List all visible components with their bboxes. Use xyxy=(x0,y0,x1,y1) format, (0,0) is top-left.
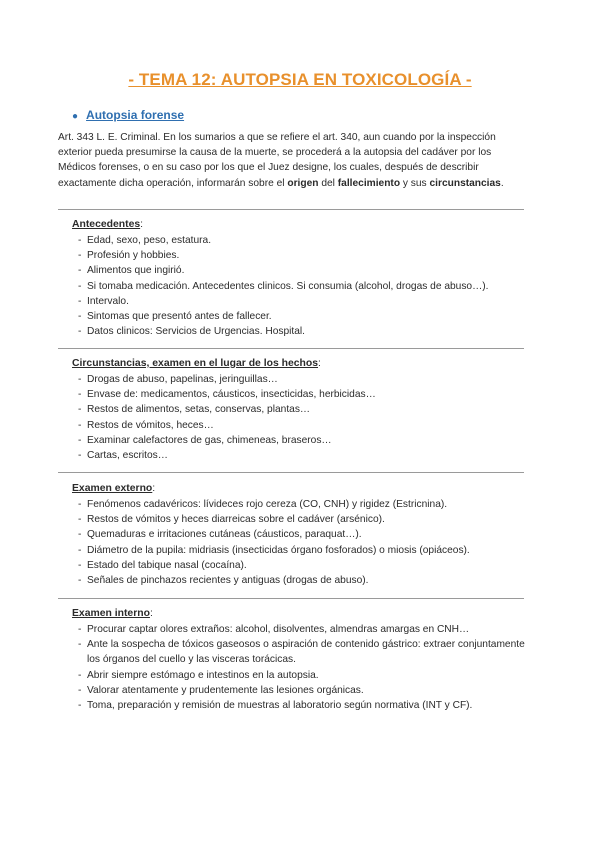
list-item: - Alimentos que ingirió. xyxy=(72,263,532,278)
list-item: - Edad, sexo, peso, estatura. xyxy=(72,233,532,248)
list-item: - Cartas, escritos… xyxy=(72,448,532,463)
intro-text-1: Art. 343 L. E. Criminal. En los sumarios a que se refiere el art. 340, aun cuando por la inspección exterior pueda presumirse la causa de la muerte, se procederá a la autopsia del cadáver por los Médicos forenses, o en su caso por los que el Juez designe, los cuales, después de describir exactamente dicha operación, informarán sobre el xyxy=(58,132,496,189)
section-examen-interno xyxy=(72,606,532,713)
section-title: Examen externo: xyxy=(72,483,156,494)
list-item: - Sintomas que presentó antes de fallecer. xyxy=(72,309,532,324)
list-item: - Restos de alimentos, setas, conservas, plantas… xyxy=(72,402,532,417)
intro-bold-fallecimiento: fallecimiento xyxy=(337,177,401,189)
list-item: - Abrir siempre estómago e intestinos en la autopsia. xyxy=(72,668,532,683)
intro-text-4: . xyxy=(500,177,504,189)
list xyxy=(72,233,532,339)
divider xyxy=(58,209,524,210)
bullet-heading xyxy=(72,108,184,122)
bullet-dot-icon: ● xyxy=(72,111,79,122)
list xyxy=(72,372,532,463)
list xyxy=(72,622,532,713)
list xyxy=(72,497,532,588)
list-item: - Profesión y hobbies. xyxy=(72,248,532,263)
intro-bold-circunstancias: circunstancias xyxy=(429,177,501,189)
list-item: - Valorar atentamente y prudentemente las lesiones orgánicas. xyxy=(72,683,532,698)
intro-paragraph xyxy=(58,130,528,191)
list-item: - Estado del tabique nasal (cocaína). xyxy=(72,558,532,573)
section-antecedentes xyxy=(72,217,532,339)
divider xyxy=(58,598,524,599)
list-item: - Datos clinicos: Servicios de Urgencias. Hospital. xyxy=(72,324,532,339)
list-item: - Examinar calefactores de gas, chimeneas, braseros… xyxy=(72,433,532,448)
list-item: - Señales de pinchazos recientes y antiguas (drogas de abuso). xyxy=(72,573,532,588)
intro-text-3: y sus xyxy=(400,177,430,189)
list-item: - Quemaduras e irritaciones cutáneas (cáusticos, paraquat…). xyxy=(72,527,532,542)
list-item: - Restos de vómitos y heces diarreicas sobre el cadáver (arsénico). xyxy=(72,512,532,527)
list-item: - Procurar captar olores extraños: alcohol, disolventes, almendras amargas en CNH… xyxy=(72,622,532,637)
bullet-heading-label: Autopsia forense xyxy=(86,108,185,122)
list-item: - Si tomaba medicación. Antecedentes clinicos. Si consumia (alcohol, drogas de abuso…). xyxy=(72,279,532,294)
list-item: - Envase de: medicamentos, cáusticos, insecticidas, herbicidas… xyxy=(72,387,532,402)
section-examen-externo xyxy=(72,481,532,588)
section-title: Examen interno: xyxy=(72,608,153,619)
list-item: - Diámetro de la pupila: midriasis (insecticidas órgano fosforados) o miosis (opiáceos). xyxy=(72,543,532,558)
page-title: - TEMA 12: AUTOPSIA EN TOXICOLOGÍA - xyxy=(128,70,472,89)
section-title: Antecedentes: xyxy=(72,219,144,230)
list-item: - Intervalo. xyxy=(72,294,532,309)
divider xyxy=(58,472,524,473)
section-title: Circunstancias, examen en el lugar de los hechos: xyxy=(72,358,321,369)
list-item: - Fenómenos cadavéricos: lívideces rojo cereza (CO, CNH) y rigidez (Estricnina). xyxy=(72,497,532,512)
list-item: - Restos de vómitos, heces… xyxy=(72,418,532,433)
intro-bold-origen: origen xyxy=(287,177,319,189)
list-item: - Ante la sospecha de tóxicos gaseosos o aspiración de contenido gástrico: extraer conjuntamente los órganos del cuello y las visceras torácicas. xyxy=(72,637,532,667)
list-item: - Drogas de abuso, papelinas, jeringuillas… xyxy=(72,372,532,387)
intro-text-2: del xyxy=(318,177,338,189)
list-item: - Toma, preparación y remisión de muestras al laboratorio según normativa (INT y CF). xyxy=(72,698,532,713)
section-circunstancias xyxy=(72,356,532,463)
divider xyxy=(58,348,524,349)
